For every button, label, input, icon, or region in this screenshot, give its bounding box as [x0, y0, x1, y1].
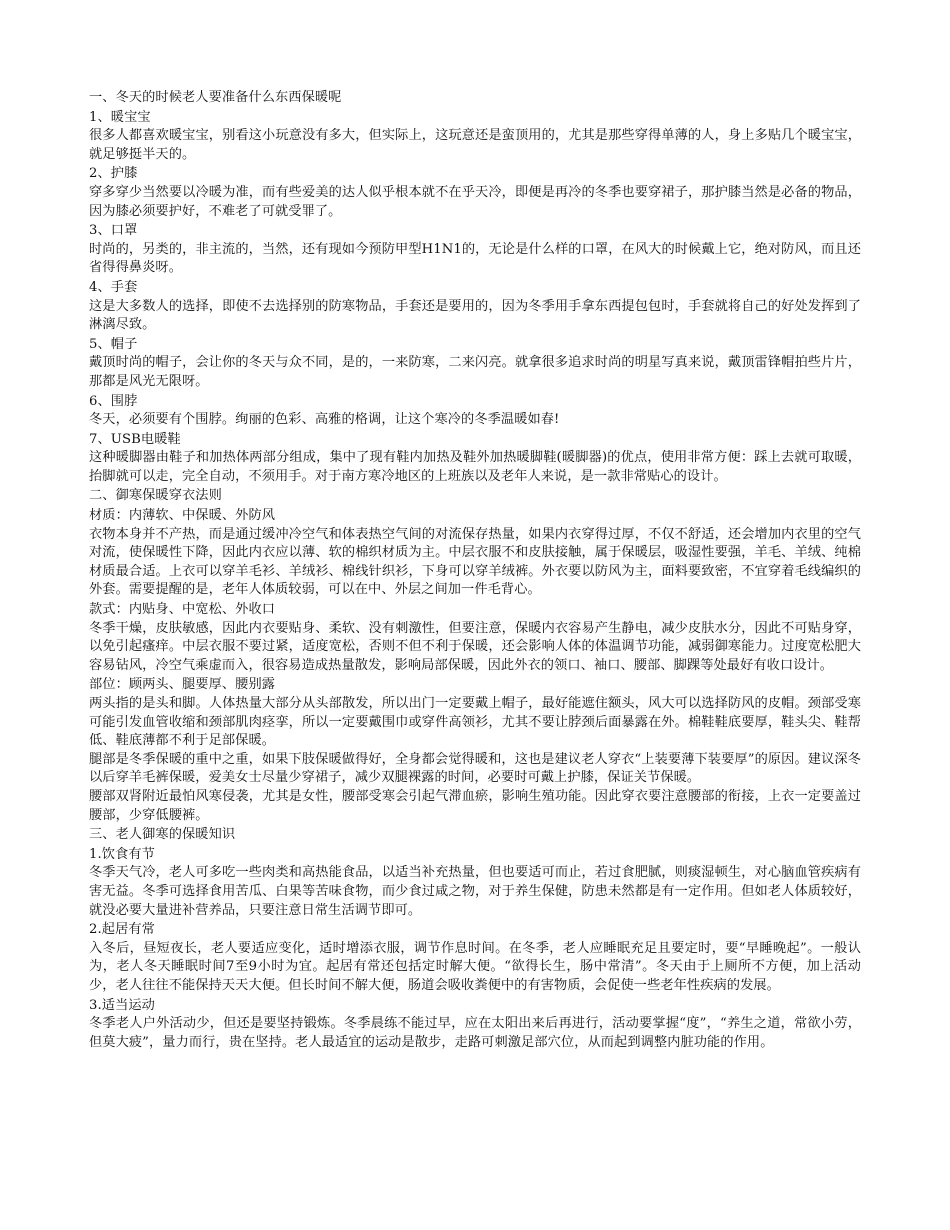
- item-paragraph: 这是大多数人的选择，即使不去选择别的防寒物品，手套还是要用的，因为冬季用手拿东西提包包时，手套就将自己的好处发挥到了淋漓尽致。: [89, 298, 861, 333]
- item-paragraph: 冬天，必须要有个围脖。绚丽的色彩、高雅的格调，让这个寒冷的冬季温暖如春!: [89, 412, 560, 428]
- item-heading: 1、暖宝宝: [89, 109, 151, 125]
- item-paragraph: 这种暖脚器由鞋子和加热体两部分组成，集中了现有鞋内加热及鞋外加热暖脚鞋(暖脚器)的优点，使用非常方便：踩上去就可取暖，抬脚就可以走，完全自动，不须用手。对于南方寒冷地区的上班族以及老年人来说，是一款非常贴心的设计。: [89, 450, 861, 484]
- item-heading: 部位：顾两头、腿要厚、腰别露: [89, 677, 276, 693]
- article-body: [89, 89, 861, 1052]
- item-paragraph: 冬季干燥，皮肤敏感，因此内衣要贴身、柔软、没有刺激性，但要注意，保暖内衣容易产生静电，减少皮肤水分，因此不可贴身穿，以免引起瘙痒。中层衣服不要过紧，适度宽松，否则不但不利于保暖，还会影响人体的体温调节功能，减弱御寒能力。过度宽松肥大容易钻风，冷空气乘虚而入，很容易造成热量散发，影响局部保暖，因此外衣的领口、袖口、腰部、脚踝等处最好有收口设计。: [89, 620, 861, 673]
- item-paragraph: 时尚的，另类的，非主流的，当然，还有现如今预防甲型H1N1的，无论是什么样的口罩，在风大的时候戴上它，绝对防风，而且还省得得鼻炎呀。: [89, 241, 861, 276]
- item-heading: 1.饮食有节: [89, 846, 155, 862]
- item-heading: 6、围脖: [89, 393, 138, 409]
- section-title: 一、冬天的时候老人要准备什么东西保暖呢: [89, 90, 342, 105]
- item-heading: 2、护膝: [89, 166, 138, 182]
- item-paragraph: 衣物本身并不产热，而是通过缓冲冷空气和体表热空气间的对流保存热量，如果内衣穿得过厚，不仅不舒适，还会增加内衣里的空气对流，使保暖性下降，因此内衣应以薄、软的棉织材质为主。中层衣服不和皮肤接触，属于保暖层，吸湿性要强，羊毛、羊绒、纯棉材质最合适。上衣可以穿羊毛衫、羊绒衫、棉线针织衫，下身可以穿羊绒裤。外衣要以防风为主，面料要致密，不宜穿着毛线编织的外套。需要提醒的是，老年人体质较弱，可以在中、外层之间加一件毛背心。: [89, 526, 861, 598]
- item-heading: 5、帽子: [89, 336, 138, 352]
- item-paragraph: 冬季天气冷，老人可多吃一些肉类和高热能食品，以适当补充热量，但也要适可而止，若过食肥腻，则痰湿顿生，对心脑血管疾病有害无益。冬季可选择食用苦瓜、白果等苦味食物，而少食过咸之物，对于养生保健，防患未然都是有一定作用。但如老人体质较好，就没必要大量进补营养品，只要注意日常生活调节即可。: [89, 865, 861, 918]
- item-paragraph: 入冬后，昼短夜长，老人要适应变化，适时增添衣服，调节作息时间。在冬季，老人应睡眠充足且要定时，要“早睡晚起”。一般认为，老人冬天睡眠时间7至9小时为宜。起居有常还包括定时解大便。“欲得长生，肠中常清”。冬天由于上厕所不方便，加上活动少，老人往往不能保持天天大便。但长时间不解大便，肠道会吸收粪便中的有害物质，会促使一些老年性疾病的发展。: [89, 940, 861, 993]
- item-heading: 材质：内薄软、中保暖、外防风: [89, 508, 276, 524]
- item-paragraph: 两头指的是头和脚。人体热量大部分从头部散发，所以出门一定要戴上帽子，最好能遮住额头，风大可以选择防风的皮帽。颈部受寒可能引发血管收缩和颈部肌肉痉挛，所以一定要戴围巾或穿件高领衫，尤其不要让脖颈后面暴露在外。棉鞋鞋底要厚，鞋头尖、鞋帮低、鞋底薄都不利于足部保暖。: [89, 696, 861, 749]
- item-paragraph: 冬季老人户外活动少，但还是要坚持锻炼。冬季晨练不能过早，应在太阳出来后再进行，活动要掌握“度”，“养生之道，常欲小劳，但莫大疲”，量力而行，贵在坚持。老人最适宜的运动是散步，走路可刺激足部穴位，从而起到调整内脏功能的作用。: [89, 1016, 861, 1050]
- item-heading: 2.起居有常: [89, 922, 155, 938]
- item-heading: 3.适当运动: [89, 997, 155, 1013]
- item-heading: 款式：内贴身、中宽松、外收口: [89, 602, 276, 618]
- section-title: 二、御寒保暖穿衣法则: [89, 488, 222, 504]
- item-heading: 4、手套: [89, 279, 138, 295]
- item-paragraph: 腿部是冬季保暖的重中之重，如果下肢保暖做得好，全身都会觉得暖和，这也是建议老人穿衣“上装要薄下装要厚”的原因。建议深冬以后穿羊毛裤保暖，爱美女士尽量少穿裙子，减少双腿裸露的时间，必要时可戴上护膝，保证关节保暖。: [89, 751, 861, 786]
- item-paragraph: 戴顶时尚的帽子，会让你的冬天与众不同，是的，一来防寒，二来闪亮。就拿很多追求时尚的明星写真来说，戴顶雷锋帽拍些片片，那都是风光无限呀。: [89, 355, 861, 389]
- item-heading: 7、USB电暖鞋: [89, 431, 181, 447]
- item-heading: 3、口罩: [89, 223, 138, 239]
- section-title: 三、老人御寒的保暖知识: [89, 827, 236, 843]
- item-paragraph: 腰部双肾附近最怕风寒侵袭，尤其是女性，腰部受寒会引起气滞血瘀，影响生殖功能。因此穿衣要注意腰部的衔接，上衣一定要盖过腰部，少穿低腰裤。: [89, 788, 861, 823]
- item-paragraph: 穿多穿少当然要以冷暖为准，而有些爱美的达人似乎根本就不在乎天冷，即便是再冷的冬季也要穿裙子，那护膝当然是必备的物品，因为膝必须要护好，不难老了可就受罪了。: [89, 184, 861, 219]
- item-paragraph: 很多人都喜欢暖宝宝，别看这小玩意没有多大，但实际上，这玩意还是蛮顶用的，尤其是那些穿得单薄的人，身上多贴几个暖宝宝，就足够挺半天的。: [89, 128, 861, 162]
